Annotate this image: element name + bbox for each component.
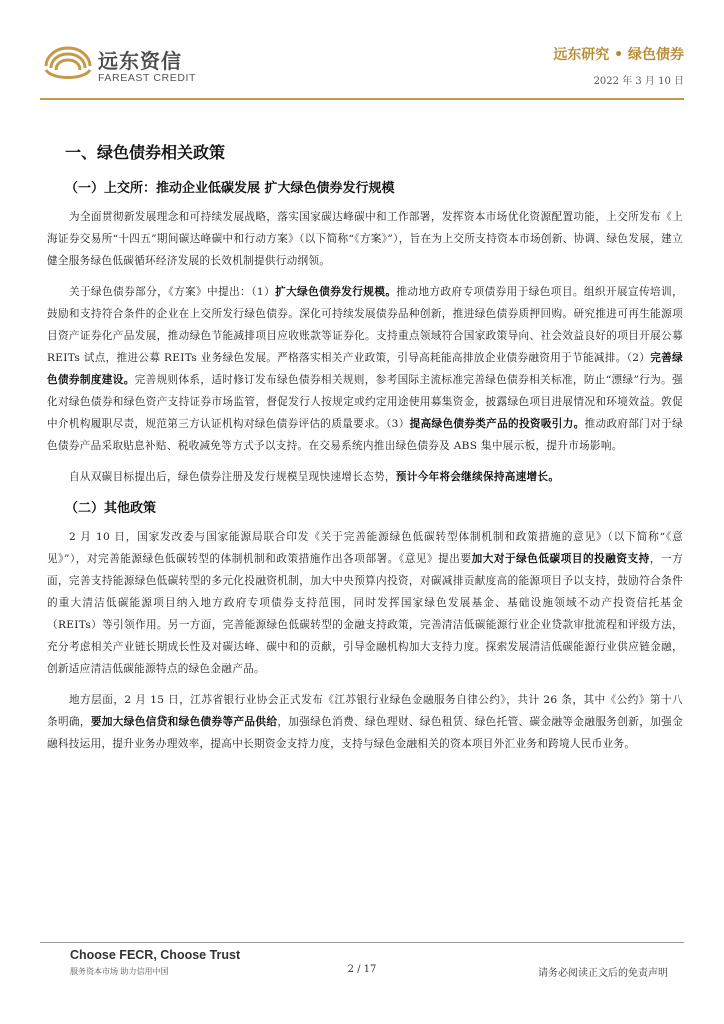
brand-name-en: FAREAST CREDIT — [98, 72, 197, 84]
paragraph: 地方层面，2 月 15 日，江苏省银行业协会正式发布《江苏银行业绿色金融服务自律公约》，共计 26 条，其中《公约》第十八条明确，要加大绿色信贷和绿色债券等产品供给，加强绿色消费、绿色理财、绿色租赁、绿色托管、碳金融等金融服务创新，加强金融科技运用，提升业务办理效率，提高中长期资金支持力度，支持与绿色金融相关的资本项目外汇业务和跨境人民币业务。 — [47, 694, 683, 750]
subsection-title-2: （二）其他政策 — [65, 501, 157, 516]
report-series: 远东研究 • 绿色债券 — [553, 47, 684, 63]
main-content — [47, 140, 683, 764]
fareast-logo-icon — [42, 44, 94, 84]
footer-disclaimer: 请务必阅读正文后的免责声明 — [538, 968, 668, 979]
page-number: 2 / 17 — [347, 964, 377, 975]
subsection-title-1: （一）上交所：推动企业低碳发展 扩大绿色债券发行规模 — [65, 181, 395, 196]
footer-slogan: Choose FECR, Choose Trust — [70, 948, 241, 962]
paragraph: 2 月 10 日，国家发改委与国家能源局联合印发《关于完善能源绿色低碳转型体制机制和政策措施的意见》（以下简称“《意见》”），对完善能源绿色低碳转型的体制机制和政策措施作出各项部署。《意见》提出要加大对于绿色低碳项目的投融资支持，一方面，完善支持能源绿色低碳转型的多元化投融资机制，加大中央预算内投资，对碳减排贡献度高的能源项目予以支持，鼓励符合条件的重大清洁低碳能源项目纳入地方政府专项债券支持范围，同时发挥国家绿色发展基金、基础设施领域不动产投资信托基金（REITs）等引领作用。另一方面，完善能源绿色低碳转型的金融支持政策，完善清洁低碳能源行业企业贷款审批流程和评级方法，充分考虑相关产业链长期成长性及对碳达峰、碳中和的贡献，引导金融机构加大支持力度。探索发展清洁低碳能源行业供应链金融，创新适应清洁低碳能源特点的绿色金融产品。 — [47, 531, 684, 675]
paragraph: 自从双碳目标提出后，绿色债券注册及发行规模呈现快速增长态势，预计今年将会继续保持高速增长。 — [69, 471, 560, 483]
paragraph: 为全面贯彻新发展理念和可持续发展战略，落实国家碳达峰碳中和工作部署，发挥资本市场优化资源配置功能，上交所发布《上海证券交易所“十四五”期间碳达峰碳中和行动方案》（以下简称“《方案》”），旨在为上交所支持资本市场创新、协调、绿色发展，建立健全服务绿色低碳循环经济发展的长效机制提供行动纲领。 — [47, 211, 683, 267]
header-divider — [40, 98, 684, 100]
paragraph: 关于绿色债券部分，《方案》中提出：（1）扩大绿色债券发行规模。推动地方政府专项债券用于绿色项目。组织开展宣传培训，鼓励和支持符合条件的企业在上交所发行绿色债券。深化可持续发展债券品种创新，推进绿色债券质押回购。研究推进可再生能源项目资产证券化产品发展，推动绿色节能减排项目应收账款等证券化。支持重点领域符合国家政策导向、社会效益良好的项目开展公募 REITs 试点，推进公募 REITs 业务绿色发展。严格落实相关产业政策，引导高耗能高排放企业债券融资用于节能减排。（2）完善绿色债券制度建设。完善规则体系，适时修订发布绿色债券相关规则，参考国际主流标准完善绿色债券相关标准，防止“漂绿”行为。强化对绿色债券和绿色资产支持证券市场监管，督促发行人按规定或约定用途使用募集资金，披露绿色项目进展情况和环境效益。敦促中介机构履职尽责，规范第三方认证机构对绿色债券评估的质量要求。（3）提高绿色债券类产品的投资吸引力。推动政府部门对于绿色债券产品采取贴息补贴、税收减免等方式予以支持。在交易系统内推出绿色债券及 ABS 集中展示板，提升市场影响。 — [47, 286, 683, 452]
report-date: 2022 年 3 月 10 日 — [593, 76, 684, 87]
footer-divider — [40, 942, 684, 943]
section-title: 一、绿色债券相关政策 — [65, 143, 226, 162]
brand-name-cn: 远东资信 — [98, 49, 182, 73]
footer-subtitle: 服务资本市场 助力信用中国 — [70, 967, 169, 976]
page-header — [0, 0, 724, 104]
